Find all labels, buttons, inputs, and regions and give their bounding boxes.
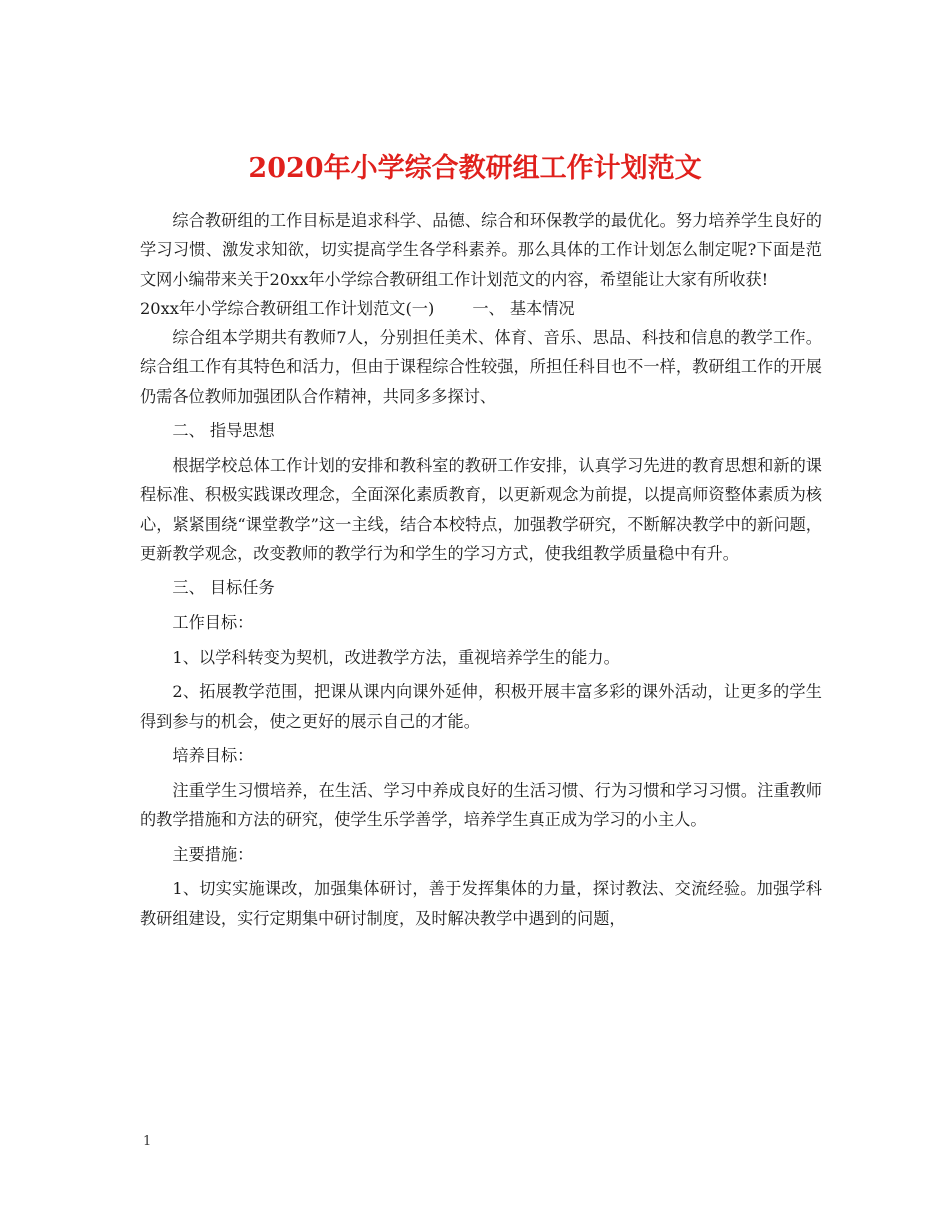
section-heading-basic-info: 一、 基本情况 xyxy=(472,298,575,318)
work-goal-2: 2、拓展教学范围，把课从课内向课外延伸，积极开展丰富多彩的课外活动，让更多的学生得到参与的机会，使之更好的展示自己的才能。 xyxy=(140,682,822,731)
work-goals-label: 工作目标： xyxy=(172,613,254,633)
intro-paragraph: 综合教研组的工作目标是追求科学、品德、综合和环保教学的最优化。努力培养学生良好的学习习惯、激发求知欲，切实提高学生各学科素养。那么具体的工作计划怎么制定呢?下面是范文网小编带来关于20xx年小学综合教研组工作计划范文的内容，希望能让大家有所收获! xyxy=(140,211,822,289)
document-body xyxy=(140,206,822,933)
work-goal-1: 1、以学科转变为契机，改进教学方法，重视培养学生的能力。 xyxy=(172,647,620,667)
document-title: 2020年小学综合教研组工作计划范文 xyxy=(248,153,702,185)
measure-1: 1、切实实施课改，加强集体研讨，善于发挥集体的力量，探讨教法、交流经验。加强学科教研组建设，实行定期集中研讨制度，及时解决教学中遇到的问题， xyxy=(140,879,822,928)
training-goals-label: 培养目标： xyxy=(172,746,254,766)
guiding-thought-paragraph: 根据学校总体工作计划的安排和教科室的教研工作安排，认真学习先进的教育思想和新的课程标准、积极实践课改理念，全面深化素质教育，以更新观念为前提，以提高师资整体素质为核心，紧紧围绕“课堂教学”这一主线，结合本校特点，加强教学研究，不断解决教学中的新问题，更新教学观念，改变教师的教学行为和学生的学习方式，使我组教学质量稳中有升。 xyxy=(140,455,822,563)
measures-label: 主要措施： xyxy=(172,844,254,864)
training-goal-paragraph: 注重学生习惯培养，在生活、学习中养成良好的生活习惯、行为习惯和学习习惯。注重教师的教学措施和方法的研究，使学生乐学善学，培养学生真正成为学习的小主人。 xyxy=(140,780,822,830)
basic-info-paragraph: 综合组本学期共有教师7人，分别担任美术、体育、音乐、思品、科技和信息的教学工作。综合组工作有其特色和活力，但由于课程综合性较强，所担任科目也不一样，教研组工作的开展仍需各位教师加强团队合作精神，共同多多探讨、 xyxy=(140,328,822,406)
section-heading-goals: 三、 目标任务 xyxy=(172,578,275,598)
section-heading-guiding-thought: 二、 指导思想 xyxy=(172,421,275,441)
plan-subtitle: 20xx年小学综合教研组工作计划范文(一) xyxy=(140,298,435,318)
page-number: 1 xyxy=(143,1134,152,1149)
subtitle-line xyxy=(140,294,822,323)
